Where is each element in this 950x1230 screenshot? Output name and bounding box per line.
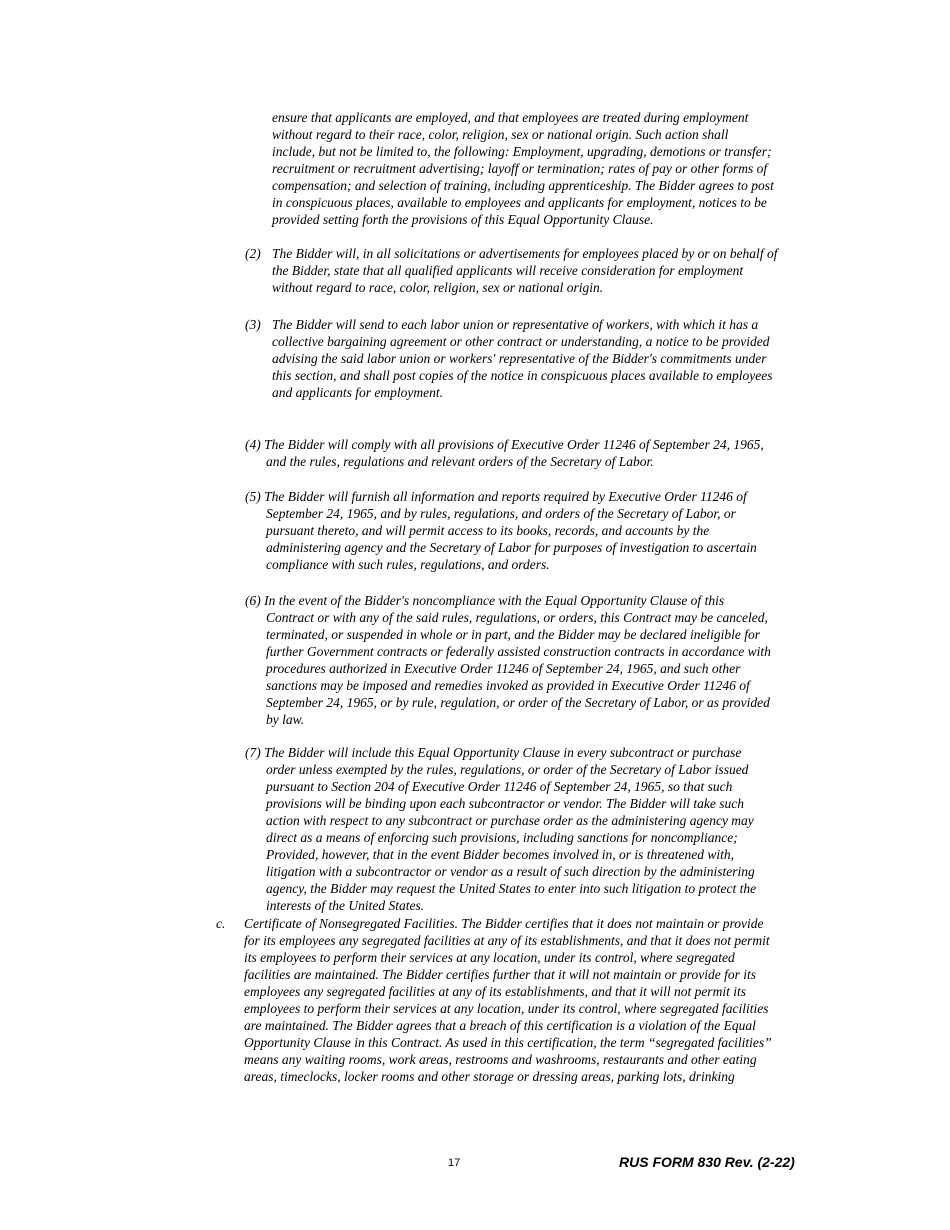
clause-item-7 [245,727,830,931]
page-number: 17 [448,1157,461,1169]
clause-item-6 [245,575,830,745]
clause-item-5 [245,471,830,590]
clause-text: The Bidder will furnish all information and reports required by Executive Order 11246 of September 24, 1965, and by rules, regulations, and orders of the Secretary of Labor, or pursuant thereto, and will permit access to its books, records, and accounts by the administering agency and the Secretary of Labor for purposes of investigation to ascertain compliance with such rules, regulations, and orders. [264,489,757,572]
clause-item-2 [245,245,830,296]
clause-number: (7) [245,745,261,760]
clause-number: (5) [245,489,261,504]
clause-text: The Bidder will comply with all provisions of Executive Order 11246 of September 24, 1965, and the rules, regulations and relevant orders of the Secretary of Labor. [264,437,764,469]
clause-text: The Bidder will send to each labor union or representative of workers, with which it has a collective bargaining agreement or other contract or understanding, a notice to be provided advising the said labor union or workers' representative of the Bidder's commitments under this section, and shall post copies of the notice in conspicuous places available to employees and applicants for employment. [272,317,773,400]
clause-text: The Bidder will include this Equal Opportunity Clause in every subcontract or purchase order unless exempted by the rules, regulations, or order of the Secretary of Labor issued pursuant to Section 204 of Executive Order 11246 of September 24, 1965, so that such provisions will be binding upon each subcontractor or vendor. The Bidder will take such action with respect to any subcontract or purchase order as the administering agency may direct as a means of enforcing such provisions, including sanctions for noncompliance; Provided, however, that in the event Bidder becomes involved in, or is threatened with, litigation with a subcontractor or vendor as a result of such direction by the administering agency, the Bidder may request the United States to enter into such litigation to protect the interests of the United States. [264,745,757,913]
clause-text: The Bidder will, in all solicitations or advertisements for employees placed by or on behalf of the Bidder, state that all qualified applicants will receive consideration for employment without regard to race, color, religion, sex or national origin. [272,246,778,295]
clause-item-3 [245,316,830,400]
clause-number: (2) [245,246,261,261]
section-c-text: Certificate of Nonsegregated Facilities. The Bidder certifies that it does not maintain or provide for its employees any segregated facilities at any of its establishments, and that it does not permit its employees to perform their services at any location, under its control, where segregated facilities are maintained. The Bidder certifies further that it will not maintain or provide for its employees any segregated facilities at any of its establishments, and that it will not permit its employees to perform their services at any location, under its control, where segregated facilities are maintained. The Bidder agrees that a breach of this certification is a violation of the Equal Opportunity Clause in this Contract. As used in this certification, the term “segregated facilities” means any waiting rooms, work areas, restrooms and washrooms, restaurants and other eating areas, timeclocks, locker rooms and other storage or dressing areas, parking lots, drinking [244,916,772,1084]
clause-number: (6) [245,593,261,608]
clause-text: In the event of the Bidder's noncompliance with the Equal Opportunity Clause of this Contract or with any of the said rules, regulations, or orders, this Contract may be canceled, terminated, or suspended in whole or in part, and the Bidder may be declared ineligible for further Government contracts or federally assisted construction contracts in accordance with procedures authorized in Executive Order 11246 of September 24, 1965, and such other sanctions may be imposed and remedies invoked as provided in Executive Order 11246 of September 24, 1965, or by rule, regulation, or order of the Secretary of Labor, or as provided by law. [264,593,771,727]
clause-number: (3) [245,317,261,332]
form-identifier: RUS FORM 830 Rev. (2-22) [619,1154,795,1170]
intro-paragraph: ensure that applicants are employed, and that employees are treated during employment without regard to their race, color, religion, sex or national origin. Such action shall include, but not be limited to, the following: Employment, upgrading, demotions or transfer; recruitment or recruitment advertising; layoff or termination; rates of pay or other forms of compensation; and selection of training, including apprenticeship. The Bidder agrees to post in conspicuous places, available to employees and applicants for employment, notices to be provided setting forth the provisions of this Equal Opportunity Clause. [272,110,774,227]
section-c-label: c. [216,916,226,931]
clause-number: (4) [245,437,261,452]
